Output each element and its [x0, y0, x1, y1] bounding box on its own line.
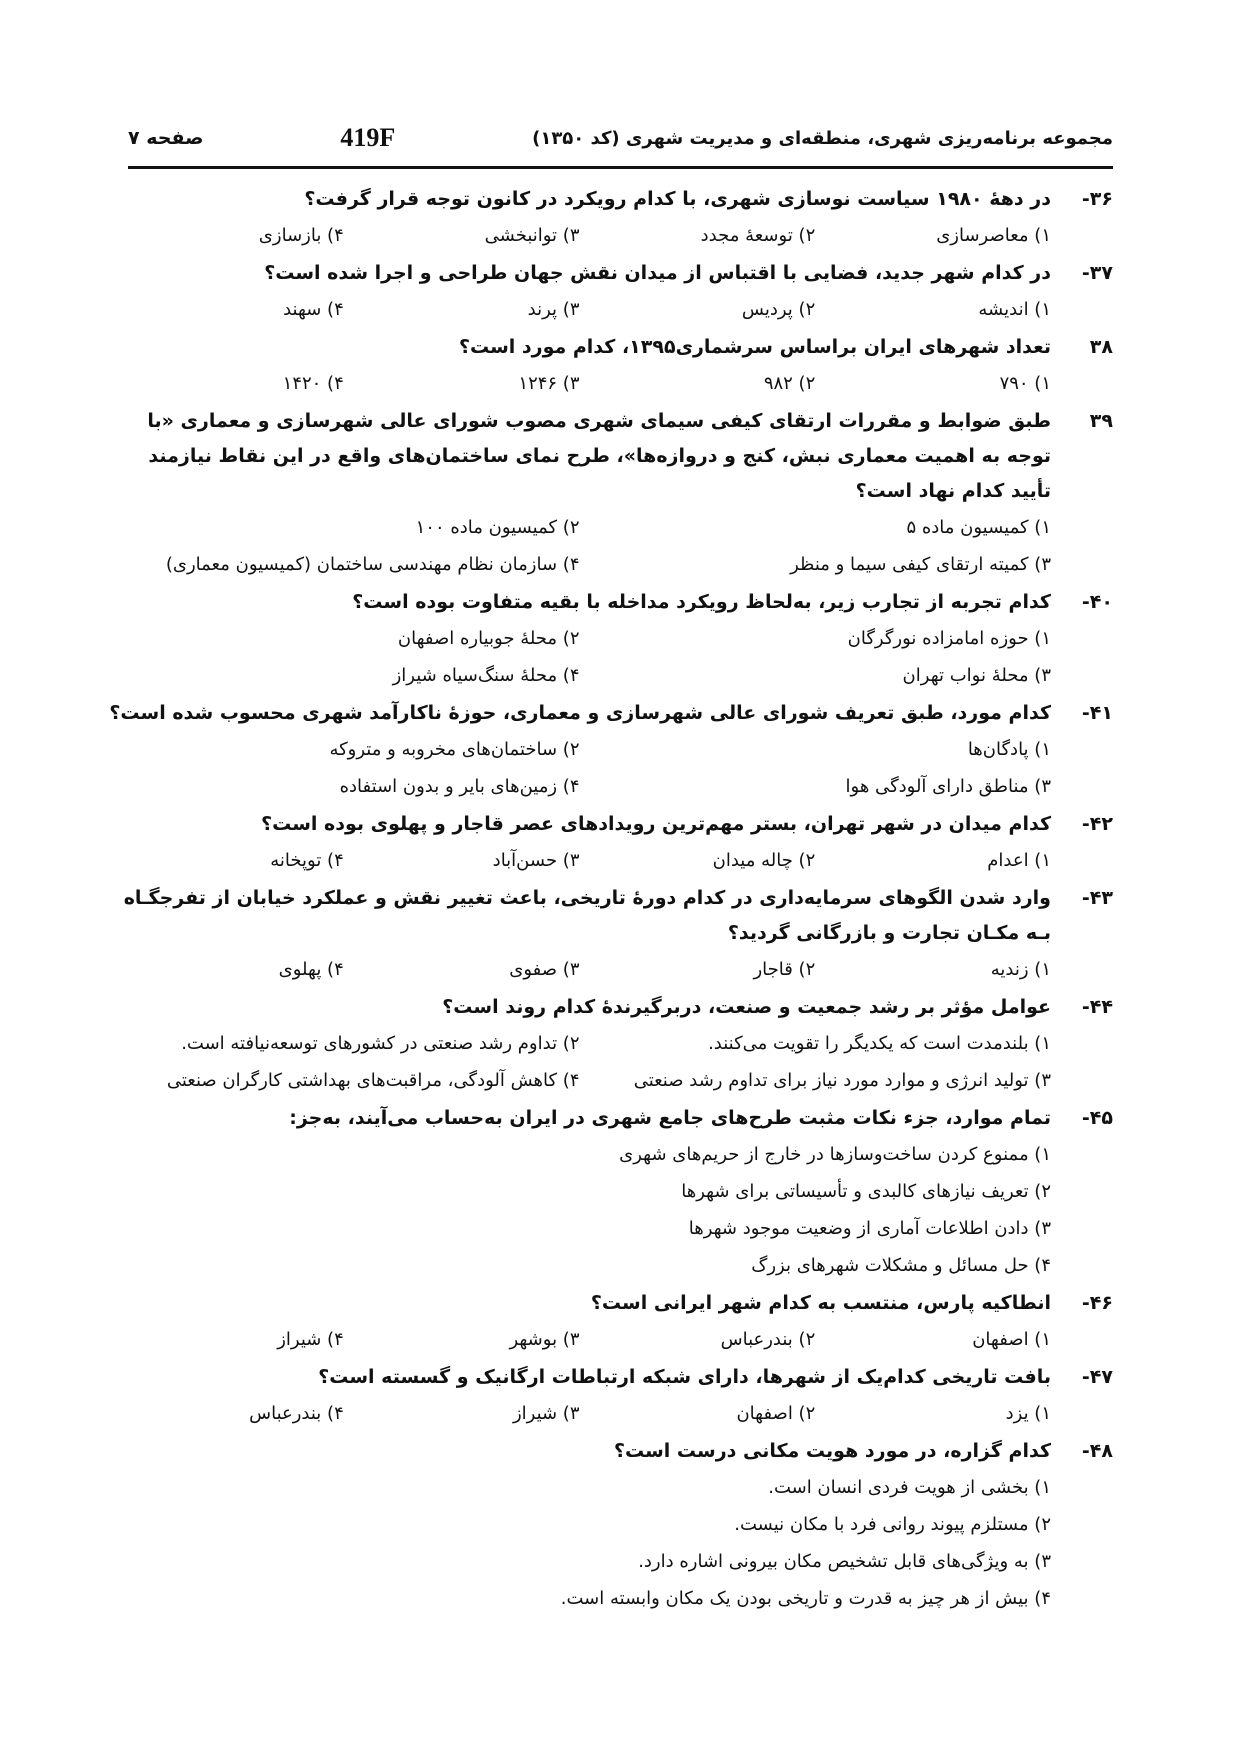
- question-number: ۴۰-: [1081, 591, 1113, 613]
- question-text: بافت تاریخی کدام‌یک از شهرها، دارای شبکه ارتباطات ارگانیک و گسسته است؟: [318, 1366, 1051, 1388]
- option-1: ۱) اصفهان: [972, 1329, 1051, 1350]
- option-4: ۴) بیش از هر چیز به قدرت و تاریخی بودن یک مکان وابسته است.: [560, 1588, 1051, 1609]
- options: [108, 768, 1113, 805]
- question-number: ۳۶-: [1081, 188, 1113, 210]
- question-number: ۴۴-: [1081, 996, 1113, 1018]
- options: [108, 657, 1113, 694]
- option-3: ۳) صفوی: [509, 959, 580, 980]
- question-number: ۴۶-: [1081, 1292, 1113, 1314]
- option-2: ۲) پردیس: [741, 299, 816, 320]
- question-number: ۳۹: [1089, 410, 1113, 432]
- option-3: ۳) بوشهر: [509, 1329, 580, 1350]
- question-46: [108, 1286, 1113, 1358]
- options: [108, 1469, 1113, 1617]
- option-2: ۲) چاله میدان: [712, 850, 816, 871]
- option-1: ۱) اندیشه: [978, 299, 1051, 320]
- option-2: ۲) مستلزم پیوند روانی فرد با مکان نیست.: [734, 1514, 1051, 1535]
- option-2: ۲) تداوم رشد صنعتی در کشورهای توسعه‌نیافته است.: [181, 1033, 580, 1054]
- option-4: ۴) محلۀ سنگ‌سیاه شیراز: [392, 665, 580, 686]
- option-2: ۲) کمیسیون ماده ۱۰۰: [415, 517, 580, 538]
- question-text: انطاکیه پارس، منتسب به کدام شهر ایرانی است؟: [590, 1292, 1051, 1314]
- exam-code: 419F: [340, 123, 396, 152]
- page-number: صفحه ۷: [128, 127, 204, 149]
- question-text: وارد شدن الگوهای سرمایه‌داری در کدام دورۀ تاریخی، باعث تغییر نقش و عملکرد خیابان از تفرجگـاه بـه مکـان تجارت و بازرگانی گردید؟: [123, 887, 1051, 944]
- option-3: ۳) به ویژگی‌های قابل تشخیص مکان بیرونی اشاره دارد.: [638, 1551, 1051, 1572]
- option-1: ۱) زندیه: [990, 959, 1051, 980]
- options: [108, 951, 1113, 988]
- options: [108, 1025, 1113, 1062]
- question-number: ۴۷-: [1081, 1366, 1113, 1388]
- question-number: ۴۸-: [1081, 1440, 1113, 1462]
- options: [108, 620, 1113, 657]
- options: [108, 546, 1113, 583]
- options: [108, 842, 1113, 879]
- option-4: ۴) سازمان نظام مهندسی ساختمان (کمیسیون معماری): [165, 554, 580, 575]
- question-37: [108, 256, 1113, 328]
- questions-list: [108, 182, 1113, 1619]
- option-4: ۴) زمین‌های بایر و بدون استفاده: [339, 776, 580, 797]
- option-1: ۱) یزد: [1005, 1403, 1051, 1424]
- option-4: ۴) توپخانه: [270, 850, 344, 871]
- option-4: ۴) شیراز: [277, 1329, 344, 1350]
- option-3: ۳) شیراز: [512, 1403, 580, 1424]
- options: [108, 217, 1113, 254]
- question-number: ۴۵-: [1081, 1107, 1113, 1129]
- option-2: ۲) اصفهان: [736, 1403, 816, 1424]
- options: [108, 291, 1113, 328]
- question-36: [108, 182, 1113, 254]
- options: [108, 365, 1113, 402]
- option-4: ۴) بندرعباس: [249, 1403, 344, 1424]
- option-3: ۳) محلۀ نواب تهران: [902, 665, 1051, 686]
- question-number: ۳۷-: [1081, 262, 1113, 284]
- question-text: عوامل مؤثر بر رشد جمعیت و صنعت، دربرگیرندۀ کدام روند است؟: [442, 996, 1051, 1018]
- option-1: ۱) پادگان‌ها: [967, 739, 1051, 760]
- option-3: ۳) حسن‌آباد: [492, 850, 580, 871]
- question-45: [108, 1101, 1113, 1284]
- question-38: [108, 330, 1113, 402]
- option-3: ۳) دادن اطلاعات آماری از وضعیت موجود شهرها: [688, 1218, 1051, 1239]
- question-number: ۳۸: [1089, 336, 1113, 358]
- header-divider: [128, 166, 1113, 169]
- options: [108, 1136, 1113, 1284]
- option-2: ۲) ساختمان‌های مخروبه و متروکه: [329, 739, 580, 760]
- question-text: تعداد شهرهای ایران براساس سرشماری۱۳۹۵، کدام مورد است؟: [458, 336, 1051, 358]
- question-text: کدام تجربه از تجارب زیر، به‌لحاظ رویکرد مداخله با بقیه متفاوت بوده است؟: [352, 591, 1051, 613]
- question-40: [108, 585, 1113, 694]
- option-1: ۱) معاصرسازی: [936, 225, 1051, 246]
- option-4: ۴) کاهش آلودگی، مراقبت‌های بهداشتی کارگران صنعتی: [166, 1070, 580, 1091]
- option-3: ۳) مناطق دارای آلودگی هوا: [845, 776, 1051, 797]
- option-2: ۲) توسعۀ مجدد: [700, 225, 816, 246]
- page-header: [128, 118, 1113, 158]
- question-number: ۴۱-: [1081, 702, 1113, 724]
- question-39: [108, 404, 1113, 583]
- option-1: ۱) ممنوع کردن ساخت‌وسازها در خارج از حریم‌های شهری: [619, 1144, 1051, 1165]
- question-text: تمام موارد، جزء نکات مثبت طرح‌های جامع شهری در ایران به‌حساب می‌آیند، به‌جز:: [289, 1107, 1051, 1129]
- option-2: ۲) تعریف نیازهای کالبدی و تأسیساتی برای شهرها: [681, 1181, 1051, 1202]
- question-text: در دهۀ ۱۹۸۰ سیاست نوسازی شهری، با کدام رویکرد در کانون توجه قرار گرفت؟: [304, 188, 1051, 210]
- question-text: کدام مورد، طبق تعریف شورای عالی شهرسازی و معماری، حوزۀ ناکارآمد شهری محسوب شده است؟: [109, 702, 1051, 724]
- option-1: ۱) بلندمدت است که یکدیگر را تقویت می‌کنند.: [708, 1033, 1051, 1054]
- option-4: ۴) ۱۴۲۰: [282, 373, 344, 394]
- option-4: ۴) سهند: [283, 299, 344, 320]
- question-text: طبق ضوابط و مقررات ارتقای کیفی سیمای شهری مصوب شورای عالی شهرسازی و معماری «با توجه به اهمیت معماری نبش، کنج و دروازه‌ها»، طرح نمای ساختمان‌های واقع در این نقاط نیازمند تأیید کدام نهاد است؟: [147, 410, 1051, 502]
- question-text: کدام گزاره، در مورد هویت مکانی درست است؟: [613, 1440, 1051, 1462]
- question-43: [108, 881, 1113, 988]
- option-2: ۲) ۹۸۲: [763, 373, 816, 394]
- question-text: در کدام شهر جدید، فضایی با اقتباس از میدان نقش جهان طراحی و اجرا شده است؟: [264, 262, 1051, 284]
- options: [108, 731, 1113, 768]
- exam-title: مجموعه برنامه‌ریزی شهری، منطقه‌ای و مدیریت شهری (کد ۱۳۵۰): [532, 127, 1113, 149]
- option-3: ۳) ۱۲۴۶: [518, 373, 580, 394]
- question-47: [108, 1360, 1113, 1432]
- question-41: [108, 696, 1113, 805]
- question-42: [108, 807, 1113, 879]
- options: [108, 509, 1113, 546]
- option-1: ۱) ۷۹۰: [999, 373, 1051, 394]
- option-1: ۱) بخشی از هویت فردی انسان است.: [768, 1477, 1051, 1498]
- option-3: ۳) تولید انرژی و موارد مورد نیاز برای تداوم رشد صنعتی: [633, 1070, 1051, 1091]
- options: [108, 1321, 1113, 1358]
- question-44: [108, 990, 1113, 1099]
- option-4: ۴) حل مسائل و مشکلات شهرهای بزرگ: [751, 1255, 1051, 1276]
- option-4: ۴) بازسازی: [258, 225, 344, 246]
- option-3: ۳) توانبخشی: [484, 225, 580, 246]
- option-2: ۲) محلۀ جوبیاره اصفهان: [397, 628, 580, 649]
- option-2: ۲) بندرعباس: [720, 1329, 816, 1350]
- header-right-group: [340, 123, 395, 153]
- question-text: کدام میدان در شهر تهران، بستر مهم‌ترین رویدادهای عصر قاجار و پهلوی بوده است؟: [261, 813, 1051, 835]
- option-3: ۳) پرند: [527, 299, 580, 320]
- option-1: ۱) کمیسیون ماده ۵: [906, 517, 1051, 538]
- question-48: [108, 1434, 1113, 1617]
- options: [108, 1062, 1113, 1099]
- question-number: ۴۲-: [1081, 813, 1113, 835]
- option-3: ۳) کمیته ارتقای کیفی سیما و منظر: [790, 554, 1051, 575]
- question-number: ۴۳-: [1081, 887, 1113, 909]
- option-1: ۱) اعدام: [987, 850, 1051, 871]
- options: [108, 1395, 1113, 1432]
- option-2: ۲) قاجار: [753, 959, 816, 980]
- option-1: ۱) حوزه امامزاده نورگرگان: [847, 628, 1051, 649]
- option-4: ۴) پهلوی: [278, 959, 344, 980]
